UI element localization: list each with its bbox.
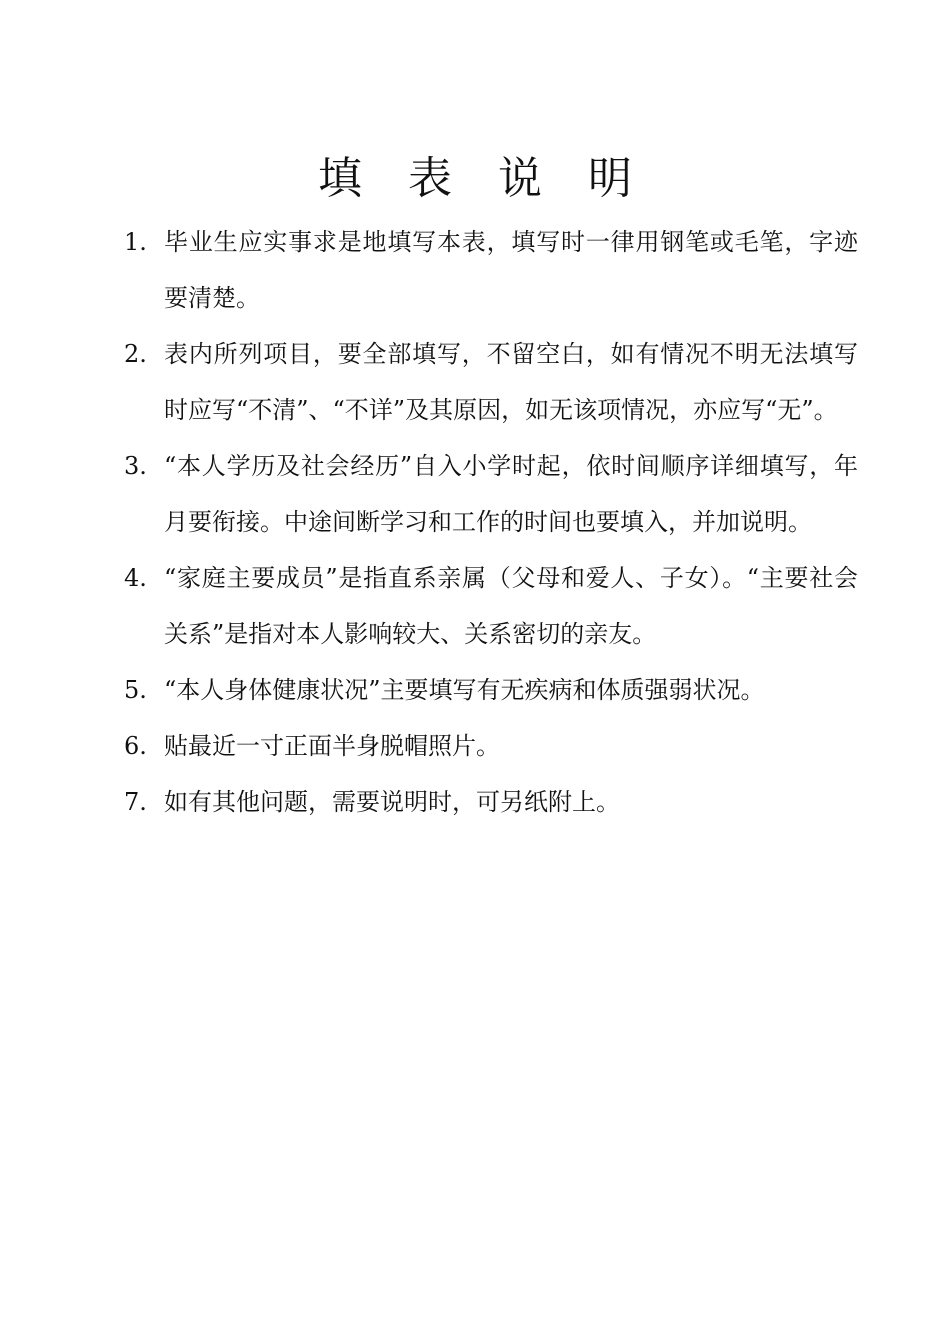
list-item-text: 表内所列项目，要全部填写，不留空白，如有情况不明无法填写时应写“不清”、“不详”及其原因，如无该项情况，亦应写“无”。: [164, 340, 858, 424]
list-item-number: 4.: [124, 564, 147, 592]
list-item-text: 如有其他问题，需要说明时，可另纸附上。: [164, 788, 620, 816]
list-item: [124, 326, 858, 438]
list-item-text: 贴最近一寸正面半身脱帽照片。: [164, 732, 500, 760]
list-item: [124, 774, 858, 830]
list-item: [124, 550, 858, 662]
list-item-text: 毕业生应实事求是地填写本表，填写时一律用钢笔或毛笔，字迹要清楚。: [164, 228, 858, 312]
list-item-number: 6.: [124, 732, 147, 760]
list-item: [124, 662, 858, 718]
list-item-number: 1.: [124, 228, 147, 256]
list-item: [124, 718, 858, 774]
list-item-number: 3.: [124, 452, 147, 480]
list-item-text: “家庭主要成员”是指直系亲属（父母和爱人、子女）。“主要社会关系”是指对本人影响较大、关系密切的亲友。: [164, 564, 858, 648]
list-item-number: 2.: [124, 340, 147, 368]
list-item-number: 7.: [124, 788, 147, 816]
list-item-text: “本人学历及社会经历”自入小学时起，依时间顺序详细填写，年月要衔接。中途间断学习和工作的时间也要填入，并加说明。: [164, 452, 858, 536]
instruction-list: [124, 214, 858, 830]
list-item-number: 5.: [124, 676, 147, 704]
page-title: 填表说明: [318, 153, 678, 205]
list-item: [124, 214, 858, 326]
list-item-text: “本人身体健康状况”主要填写有无疾病和体质强弱状况。: [164, 676, 765, 704]
list-item: [124, 438, 858, 550]
